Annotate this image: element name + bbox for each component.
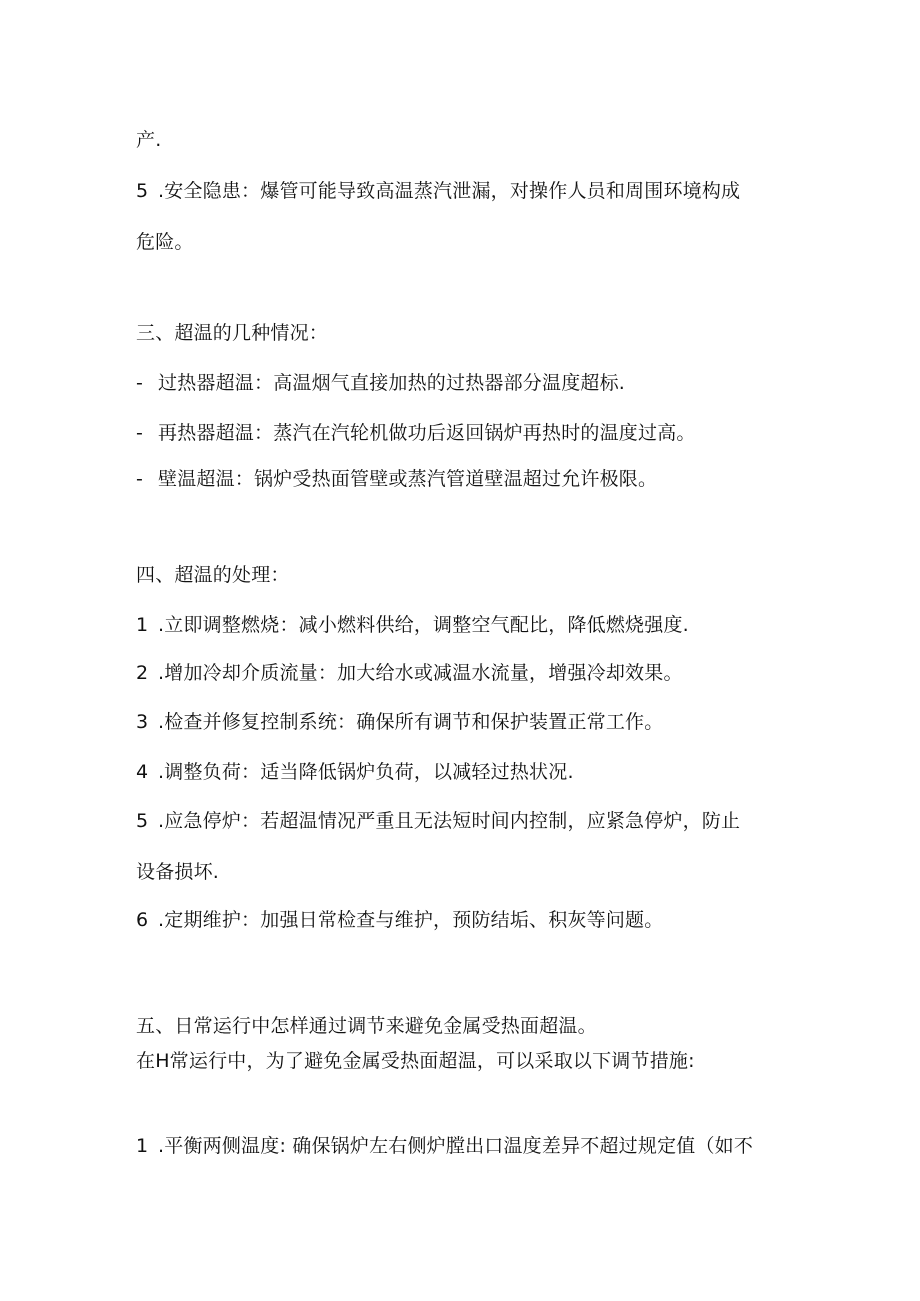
item-number: 4: [136, 761, 149, 783]
section-4-item-continuation: 设备损坏.: [136, 861, 220, 883]
item-number: 3: [136, 711, 149, 733]
section-4-item: [136, 612, 689, 638]
section-5-intro: 在H常运行中，为了避免金属受热面超温，可以采取以下调节措施:: [136, 1050, 695, 1072]
risk-item-5: [136, 178, 740, 204]
item-number: 6: [136, 909, 149, 931]
section-5-heading: 五、日常运行中怎样通过调节来避免金属受热面超温。: [136, 1015, 597, 1037]
section-4-item: [136, 808, 740, 834]
item-number: 5: [136, 180, 149, 202]
item-text: .安全隐患：爆管可能导致高温蒸汽泄漏，对操作人员和周围环境构成: [158, 180, 741, 202]
section-3-item: [136, 466, 657, 492]
section-3-item: [136, 420, 696, 446]
item-number: 1: [136, 1135, 149, 1157]
risk-item-5-continuation: 危险。: [136, 231, 194, 253]
bullet: -: [136, 422, 144, 444]
section-4-item: [136, 907, 663, 933]
item-text: 壁温超温：锅炉受热面管壁或蒸汽管道壁温超过允许极限。: [158, 468, 658, 490]
item-text: 再热器超温：蒸汽在汽轮机做功后返回锅炉再热时的温度过高。: [158, 422, 696, 444]
item-text: .检查并修复控制系统：确保所有调节和保护装置正常工作。: [158, 711, 664, 733]
item-number: 2: [136, 662, 149, 684]
section-4-item: [136, 709, 663, 735]
item-text: .应急停炉：若超温情况严重且无法短时间内控制，应紧急停炉，防止: [158, 810, 741, 832]
section-3-heading: 三、超温的几种情况：: [136, 322, 329, 344]
item-text: .调整负荷：适当降低锅炉负荷，以减轻过热状况.: [158, 761, 574, 783]
item-text: .平衡两侧温度: 确保锅炉左右侧炉膛出口温度差异不超过规定值（如不: [158, 1135, 754, 1157]
section-4-item: [136, 660, 683, 686]
section-4-item: [136, 759, 574, 785]
bullet: -: [136, 372, 144, 394]
item-text: .定期维护：加强日常检查与维护，预防结垢、积灰等问题。: [158, 909, 664, 931]
item-text: 过热器超温：高温烟气直接加热的过热器部分温度超标.: [158, 372, 626, 394]
section-5-item: [136, 1133, 753, 1159]
bullet: -: [136, 468, 144, 490]
item-number: 1: [136, 614, 149, 636]
section-4-heading: 四、超温的处理：: [136, 564, 290, 586]
item-number: 5: [136, 810, 149, 832]
continuation-text: 产.: [136, 129, 162, 151]
item-text: .立即调整燃烧：减小燃料供给，调整空气配比，降低燃烧强度.: [158, 614, 689, 636]
item-text: .增加冷却介质流量：加大给水或减温水流量，增强冷却效果。: [158, 662, 683, 684]
section-3-item: [136, 370, 625, 396]
